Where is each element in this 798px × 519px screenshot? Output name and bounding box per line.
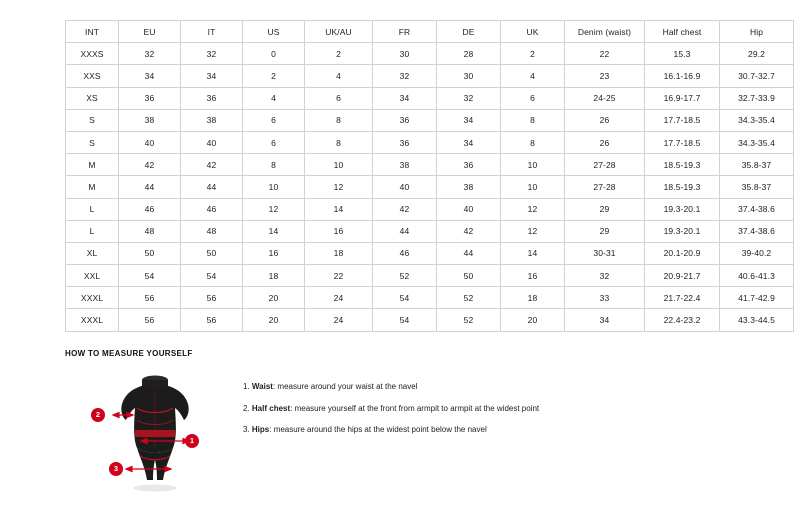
cell-int: XXXS: [66, 43, 119, 65]
cell-it: 42: [181, 154, 243, 176]
cell-hip: 35.8-37: [720, 154, 794, 176]
cell-uk-au: 18: [305, 242, 373, 264]
size-chart-table-wrapper: [65, 20, 775, 332]
marker-2-half-chest: 2: [91, 408, 105, 422]
cell-int: L: [66, 220, 119, 242]
cell-hip: 29.2: [720, 43, 794, 65]
table-row: [66, 109, 794, 131]
cell-denim-waist: 26: [565, 109, 645, 131]
cell-int: XS: [66, 87, 119, 109]
cell-us: 4: [243, 87, 305, 109]
cell-de: 30: [437, 65, 501, 87]
cell-de: 28: [437, 43, 501, 65]
cell-hip: 40.6-41.3: [720, 265, 794, 287]
cell-denim-waist: 23: [565, 65, 645, 87]
cell-it: 38: [181, 109, 243, 131]
cell-uk: 2: [501, 43, 565, 65]
step-term: Waist: [251, 382, 273, 391]
column-header-half-chest: Half chest: [645, 21, 720, 43]
cell-fr: 52: [373, 265, 437, 287]
cell-de: 38: [437, 176, 501, 198]
table-body: [66, 43, 794, 331]
step-number: 3.: [243, 425, 250, 435]
cell-it: 36: [181, 87, 243, 109]
cell-it: 56: [181, 287, 243, 309]
cell-it: 50: [181, 242, 243, 264]
measure-step-waist: [243, 382, 539, 392]
cell-fr: 42: [373, 198, 437, 220]
table-row: [66, 198, 794, 220]
cell-uk: 18: [501, 287, 565, 309]
cell-eu: 38: [119, 109, 181, 131]
cell-eu: 36: [119, 87, 181, 109]
cell-half-chest: 18.5-19.3: [645, 176, 720, 198]
cell-denim-waist: 33: [565, 287, 645, 309]
cell-us: 0: [243, 43, 305, 65]
column-header-uk: UK: [501, 21, 565, 43]
cell-us: 6: [243, 131, 305, 153]
column-header-de: DE: [437, 21, 501, 43]
table-row: [66, 265, 794, 287]
cell-half-chest: 16.1-16.9: [645, 65, 720, 87]
cell-uk: 4: [501, 65, 565, 87]
cell-denim-waist: 22: [565, 43, 645, 65]
cell-hip: 37.4-38.6: [720, 220, 794, 242]
cell-de: 34: [437, 131, 501, 153]
cell-half-chest: 21.7-22.4: [645, 287, 720, 309]
cell-de: 36: [437, 154, 501, 176]
table-row: [66, 65, 794, 87]
cell-uk-au: 2: [305, 43, 373, 65]
cell-denim-waist: 26: [565, 131, 645, 153]
cell-denim-waist: 29: [565, 220, 645, 242]
cell-hip: 32.7-33.9: [720, 87, 794, 109]
how-to-measure-body: [65, 368, 745, 493]
cell-eu: 56: [119, 309, 181, 331]
cell-us: 6: [243, 109, 305, 131]
cell-eu: 44: [119, 176, 181, 198]
cell-int: M: [66, 154, 119, 176]
cell-uk-au: 16: [305, 220, 373, 242]
cell-it: 40: [181, 131, 243, 153]
table-row: [66, 131, 794, 153]
cell-int: XL: [66, 242, 119, 264]
cell-eu: 34: [119, 65, 181, 87]
cell-eu: 48: [119, 220, 181, 242]
cell-uk: 14: [501, 242, 565, 264]
cell-int: L: [66, 198, 119, 220]
cell-half-chest: 17.7-18.5: [645, 131, 720, 153]
step-text: : measure around your waist at the navel: [272, 382, 418, 391]
measure-step-hips: [243, 425, 539, 435]
column-header-eu: EU: [119, 21, 181, 43]
column-header-int: INT: [66, 21, 119, 43]
table-header-row: [66, 21, 794, 43]
cell-it: 44: [181, 176, 243, 198]
cell-de: 34: [437, 109, 501, 131]
cell-uk-au: 24: [305, 309, 373, 331]
cell-int: XXXL: [66, 287, 119, 309]
how-to-measure-section: [65, 349, 745, 493]
cell-fr: 36: [373, 109, 437, 131]
column-header-denim-waist: Denim (waist): [565, 21, 645, 43]
cell-fr: 46: [373, 242, 437, 264]
mannequin-illustration: [93, 368, 213, 493]
cell-de: 42: [437, 220, 501, 242]
step-text: : measure around the hips at the widest point below the navel: [269, 425, 487, 435]
marker-3-hips: 3: [109, 462, 123, 476]
table-header: [66, 21, 794, 43]
cell-eu: 54: [119, 265, 181, 287]
cell-it: 54: [181, 265, 243, 287]
cell-hip: 30.7-32.7: [720, 65, 794, 87]
column-header-fr: FR: [373, 21, 437, 43]
cell-int: XXXL: [66, 309, 119, 331]
cell-half-chest: 18.5-19.3: [645, 154, 720, 176]
cell-fr: 32: [373, 65, 437, 87]
cell-uk-au: 8: [305, 131, 373, 153]
cell-us: 12: [243, 198, 305, 220]
cell-uk: 10: [501, 154, 565, 176]
cell-de: 32: [437, 87, 501, 109]
cell-uk-au: 14: [305, 198, 373, 220]
marker-1-waist: 1: [185, 434, 199, 448]
cell-half-chest: 17.7-18.5: [645, 109, 720, 131]
column-header-uk-au: UK/AU: [305, 21, 373, 43]
step-number: 1.: [243, 382, 250, 391]
cell-uk-au: 8: [305, 109, 373, 131]
cell-fr: 38: [373, 154, 437, 176]
cell-it: 46: [181, 198, 243, 220]
cell-eu: 42: [119, 154, 181, 176]
cell-half-chest: 16.9-17.7: [645, 87, 720, 109]
cell-fr: 44: [373, 220, 437, 242]
cell-us: 8: [243, 154, 305, 176]
cell-hip: 35.8-37: [720, 176, 794, 198]
cell-hip: 34.3-35.4: [720, 131, 794, 153]
step-number: 2.: [243, 403, 250, 413]
cell-half-chest: 19.3-20.1: [645, 198, 720, 220]
cell-fr: 34: [373, 87, 437, 109]
cell-uk: 8: [501, 131, 565, 153]
cell-half-chest: 19.3-20.1: [645, 220, 720, 242]
cell-eu: 46: [119, 198, 181, 220]
cell-hip: 41.7-42.9: [720, 287, 794, 309]
cell-uk: 16: [501, 265, 565, 287]
cell-us: 16: [243, 242, 305, 264]
table-row: [66, 287, 794, 309]
cell-int: XXS: [66, 65, 119, 87]
cell-hip: 39-40.2: [720, 242, 794, 264]
step-term: Hips: [251, 425, 270, 435]
cell-de: 52: [437, 309, 501, 331]
cell-denim-waist: 32: [565, 265, 645, 287]
cell-eu: 40: [119, 131, 181, 153]
cell-denim-waist: 24-25: [565, 87, 645, 109]
cell-int: S: [66, 131, 119, 153]
cell-fr: 36: [373, 131, 437, 153]
table-row: [66, 242, 794, 264]
cell-uk: 8: [501, 109, 565, 131]
column-header-us: US: [243, 21, 305, 43]
cell-de: 44: [437, 242, 501, 264]
cell-uk: 20: [501, 309, 565, 331]
cell-de: 40: [437, 198, 501, 220]
cell-half-chest: 20.9-21.7: [645, 265, 720, 287]
cell-it: 56: [181, 309, 243, 331]
cell-half-chest: 20.1-20.9: [645, 242, 720, 264]
cell-eu: 56: [119, 287, 181, 309]
cell-uk-au: 24: [305, 287, 373, 309]
cell-uk: 12: [501, 198, 565, 220]
cell-eu: 32: [119, 43, 181, 65]
cell-hip: 37.4-38.6: [720, 198, 794, 220]
table-row: [66, 43, 794, 65]
cell-int: S: [66, 109, 119, 131]
cell-it: 48: [181, 220, 243, 242]
how-to-measure-title: HOW TO MEASURE YOURSELF: [65, 349, 193, 358]
cell-us: 18: [243, 265, 305, 287]
table-row: [66, 309, 794, 331]
measure-steps-list: [243, 368, 539, 447]
cell-de: 50: [437, 265, 501, 287]
table-row: [66, 220, 794, 242]
cell-uk-au: 12: [305, 176, 373, 198]
cell-denim-waist: 34: [565, 309, 645, 331]
table-row: [66, 154, 794, 176]
step-term: Half chest: [251, 403, 291, 413]
cell-uk: 6: [501, 87, 565, 109]
cell-uk-au: 10: [305, 154, 373, 176]
cell-uk: 12: [501, 220, 565, 242]
cell-hip: 43.3-44.5: [720, 309, 794, 331]
table-row: [66, 87, 794, 109]
column-header-it: IT: [181, 21, 243, 43]
cell-eu: 50: [119, 242, 181, 264]
cell-us: 2: [243, 65, 305, 87]
table-row: [66, 176, 794, 198]
cell-de: 52: [437, 287, 501, 309]
cell-half-chest: 22.4-23.2: [645, 309, 720, 331]
cell-it: 34: [181, 65, 243, 87]
cell-denim-waist: 30-31: [565, 242, 645, 264]
cell-fr: 30: [373, 43, 437, 65]
cell-int: M: [66, 176, 119, 198]
cell-denim-waist: 27-28: [565, 154, 645, 176]
cell-hip: 34.3-35.4: [720, 109, 794, 131]
cell-int: XXL: [66, 265, 119, 287]
size-chart-table: [65, 20, 794, 332]
column-header-hip: Hip: [720, 21, 794, 43]
cell-uk-au: 6: [305, 87, 373, 109]
cell-us: 10: [243, 176, 305, 198]
cell-it: 32: [181, 43, 243, 65]
cell-fr: 40: [373, 176, 437, 198]
cell-uk-au: 22: [305, 265, 373, 287]
cell-us: 20: [243, 287, 305, 309]
cell-us: 20: [243, 309, 305, 331]
cell-denim-waist: 29: [565, 198, 645, 220]
cell-uk-au: 4: [305, 65, 373, 87]
cell-fr: 54: [373, 287, 437, 309]
measure-step-half-chest: [243, 404, 539, 414]
cell-denim-waist: 27-28: [565, 176, 645, 198]
cell-fr: 54: [373, 309, 437, 331]
cell-uk: 10: [501, 176, 565, 198]
cell-us: 14: [243, 220, 305, 242]
step-text: : measure yourself at the front from armpit to armpit at the widest point: [290, 403, 540, 413]
cell-half-chest: 15.3: [645, 43, 720, 65]
